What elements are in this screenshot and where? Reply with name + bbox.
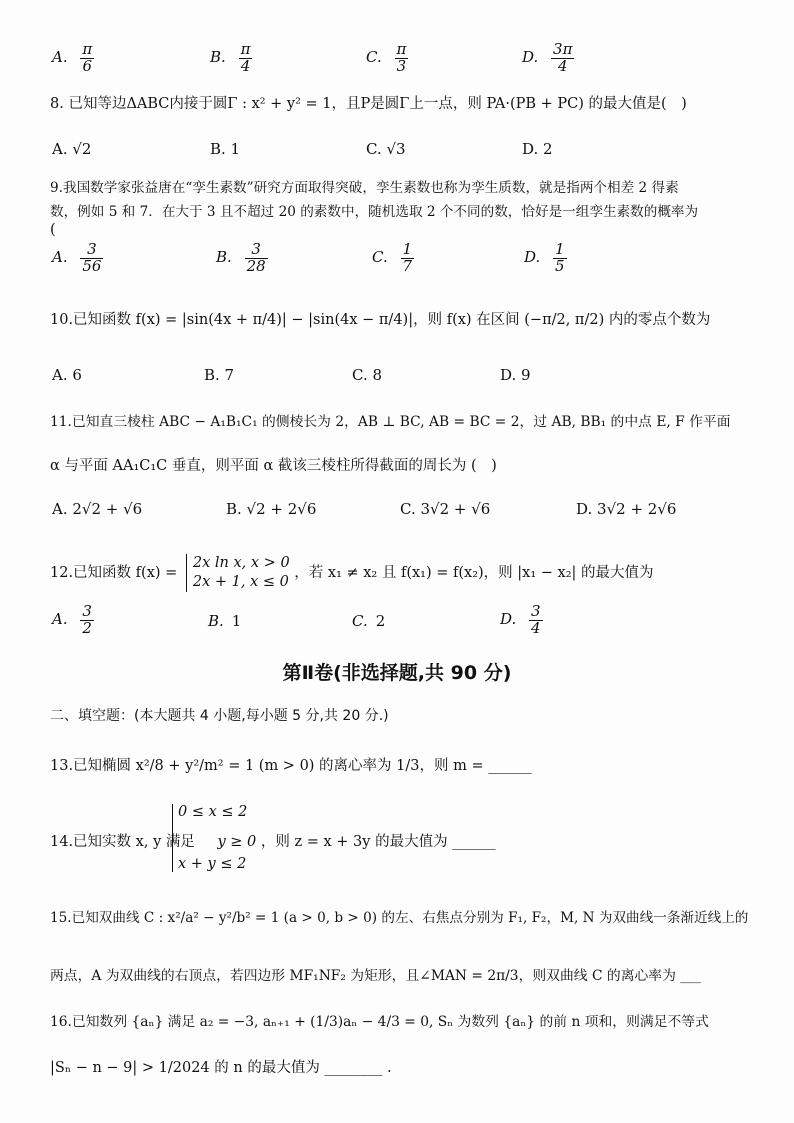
option-a-top: A. $\frac{\pi}{6}$ — [52, 40, 93, 75]
q10-option-d: D. 9 — [500, 366, 531, 384]
option-d-top: D. $\frac{3\pi}{4}$ — [522, 40, 573, 75]
fraction: $\frac{3}{2}$ — [82, 602, 92, 637]
piecewise-brace: 2x ln x, x > 0 2x + 1, x ≤ 0 — [186, 554, 290, 592]
fraction: $\frac{\pi}{4}$ — [240, 40, 251, 75]
q10-option-a: A. 6 — [52, 366, 82, 384]
option-c-top: C. $\frac{\pi}{3}$ — [366, 40, 407, 75]
question-11-line-1: 11.已知直三棱柱 ABC − A₁B₁C₁ 的侧棱长为 2，AB ⊥ BC, AB = BC = 2，过 AB, BB₁ 的中点 E, F 作平面 — [50, 414, 731, 430]
q12-option-a: A. $\frac{3}{2}$ — [52, 602, 92, 637]
q14-condition-1: 0 ≤ x ≤ 2 — [178, 804, 248, 820]
question-12: 12.已知函数 f(x) = 2x ln x, x > 0 2x + 1, x ≤ 0 ，若 x₁ ≠ x₂ 且 f(x₁) = f(x₂)，则 |x₁ − x₂| 的最大值为 — [50, 555, 654, 590]
q11-option-a: A. 2√2 + √6 — [52, 500, 143, 518]
q11-option-c: C. 3√2 + √6 — [400, 500, 491, 518]
q8-option-b: B. 1 — [210, 140, 241, 158]
section-title: 第Ⅱ卷(非选择题,共 90 分) — [282, 662, 512, 684]
q10-option-b: B. 7 — [204, 366, 235, 384]
q8-option-a: A. √2 — [52, 140, 92, 158]
question-9-line-3: ( — [50, 222, 56, 238]
q14-condition-3: x + y ≤ 2 — [178, 856, 247, 872]
fraction: $\frac{1}{5}$ — [555, 240, 565, 275]
q9-option-d: D. $\frac{1}{5}$ — [524, 240, 565, 275]
q9-option-b: B. $\frac{3}{28}$ — [216, 240, 266, 275]
fraction: $\frac{\pi}{6}$ — [82, 40, 93, 75]
question-9-line-1: 9.我国数学家张益唐在“孪生素数”研究方面取得突破，孪生素数也称为孪生质数，就是指两个相差 2 得素 — [50, 180, 679, 196]
fill-in-section-heading: 二、填空题：(本大题共 4 小题,每小题 5 分,共 20 分.) — [50, 708, 389, 724]
q12-option-c: C. 2 — [352, 612, 386, 630]
question-8: 8. 已知等边ΔABC内接于圆Γ : x² + y² = 1，且P是圆Γ上一点，则 PA·(PB + PC) 的最大值是( ) — [50, 96, 687, 112]
q11-option-b: B. √2 + 2√6 — [226, 500, 317, 518]
question-14: 14.已知实数 x, y 满足 y ≥ 0 ，则 z = x + 3y 的最大值为 ______ — [50, 834, 496, 850]
fraction: $\frac{3}{4}$ — [531, 602, 541, 637]
fraction: $\frac{3}{56}$ — [82, 240, 102, 275]
q11-option-d: D. 3√2 + 2√6 — [576, 500, 677, 518]
option-b-top: B. $\frac{\pi}{4}$ — [210, 40, 251, 75]
q10-option-c: C. 8 — [352, 366, 383, 384]
question-16-line-1: 16.已知数列 {aₙ} 满足 a₂ = −3, aₙ₊₁ + (1/3)aₙ − 4/3 = 0, Sₙ 为数列 {aₙ} 的前 n 项和，则满足不等式 — [50, 1014, 709, 1030]
question-9-line-2: 数，例如 5 和 7．在大于 3 且不超过 20 的素数中，随机选取 2 个不同的数，恰好是一组孪生素数的概率为 — [50, 204, 699, 220]
question-15-line-1: 15.已知双曲线 C : x²/a² − y²/b² = 1 (a > 0, b > 0) 的左、右焦点分别为 F₁, F₂，M, N 为双曲线一条渐近线上的 — [50, 910, 749, 926]
system-brace — [172, 804, 175, 872]
question-13: 13.已知椭圆 x²/8 + y²/m² = 1 (m > 0) 的离心率为 1/3，则 m = ______ — [50, 758, 532, 774]
fraction: $\frac{3}{28}$ — [246, 240, 266, 275]
question-11-line-2: α 与平面 AA₁C₁C 垂直，则平面 α 截该三棱柱所得截面的周长为 ( ) — [50, 458, 497, 474]
fraction: $\frac{3\pi}{4}$ — [553, 40, 573, 75]
question-10: 10.已知函数 f(x) = |sin(4x + π/4)| − |sin(4x − π/4)|，则 f(x) 在区间 (−π/2, π/2) 内的零点个数为 — [50, 312, 711, 328]
q12-option-b: B. 1 — [208, 612, 242, 630]
fraction: $\frac{1}{7}$ — [402, 240, 413, 275]
q9-option-c: C. $\frac{1}{7}$ — [372, 240, 413, 275]
q8-option-d: D. 2 — [522, 140, 553, 158]
question-15-line-2: 两点，A 为双曲线的右顶点，若四边形 MF₁NF₂ 为矩形，且∠MAN = 2π/3，则双曲线 C 的离心率为 ___ — [50, 968, 701, 984]
q12-option-d: D. $\frac{3}{4}$ — [500, 602, 541, 637]
question-16-line-2: |Sₙ − n − 9| > 1/2024 的 n 的最大值为 ________ . — [50, 1060, 392, 1076]
fraction: $\frac{\pi}{3}$ — [396, 40, 407, 75]
q9-option-a: A. $\frac{3}{56}$ — [52, 240, 102, 275]
q8-option-c: C. √3 — [366, 140, 406, 158]
